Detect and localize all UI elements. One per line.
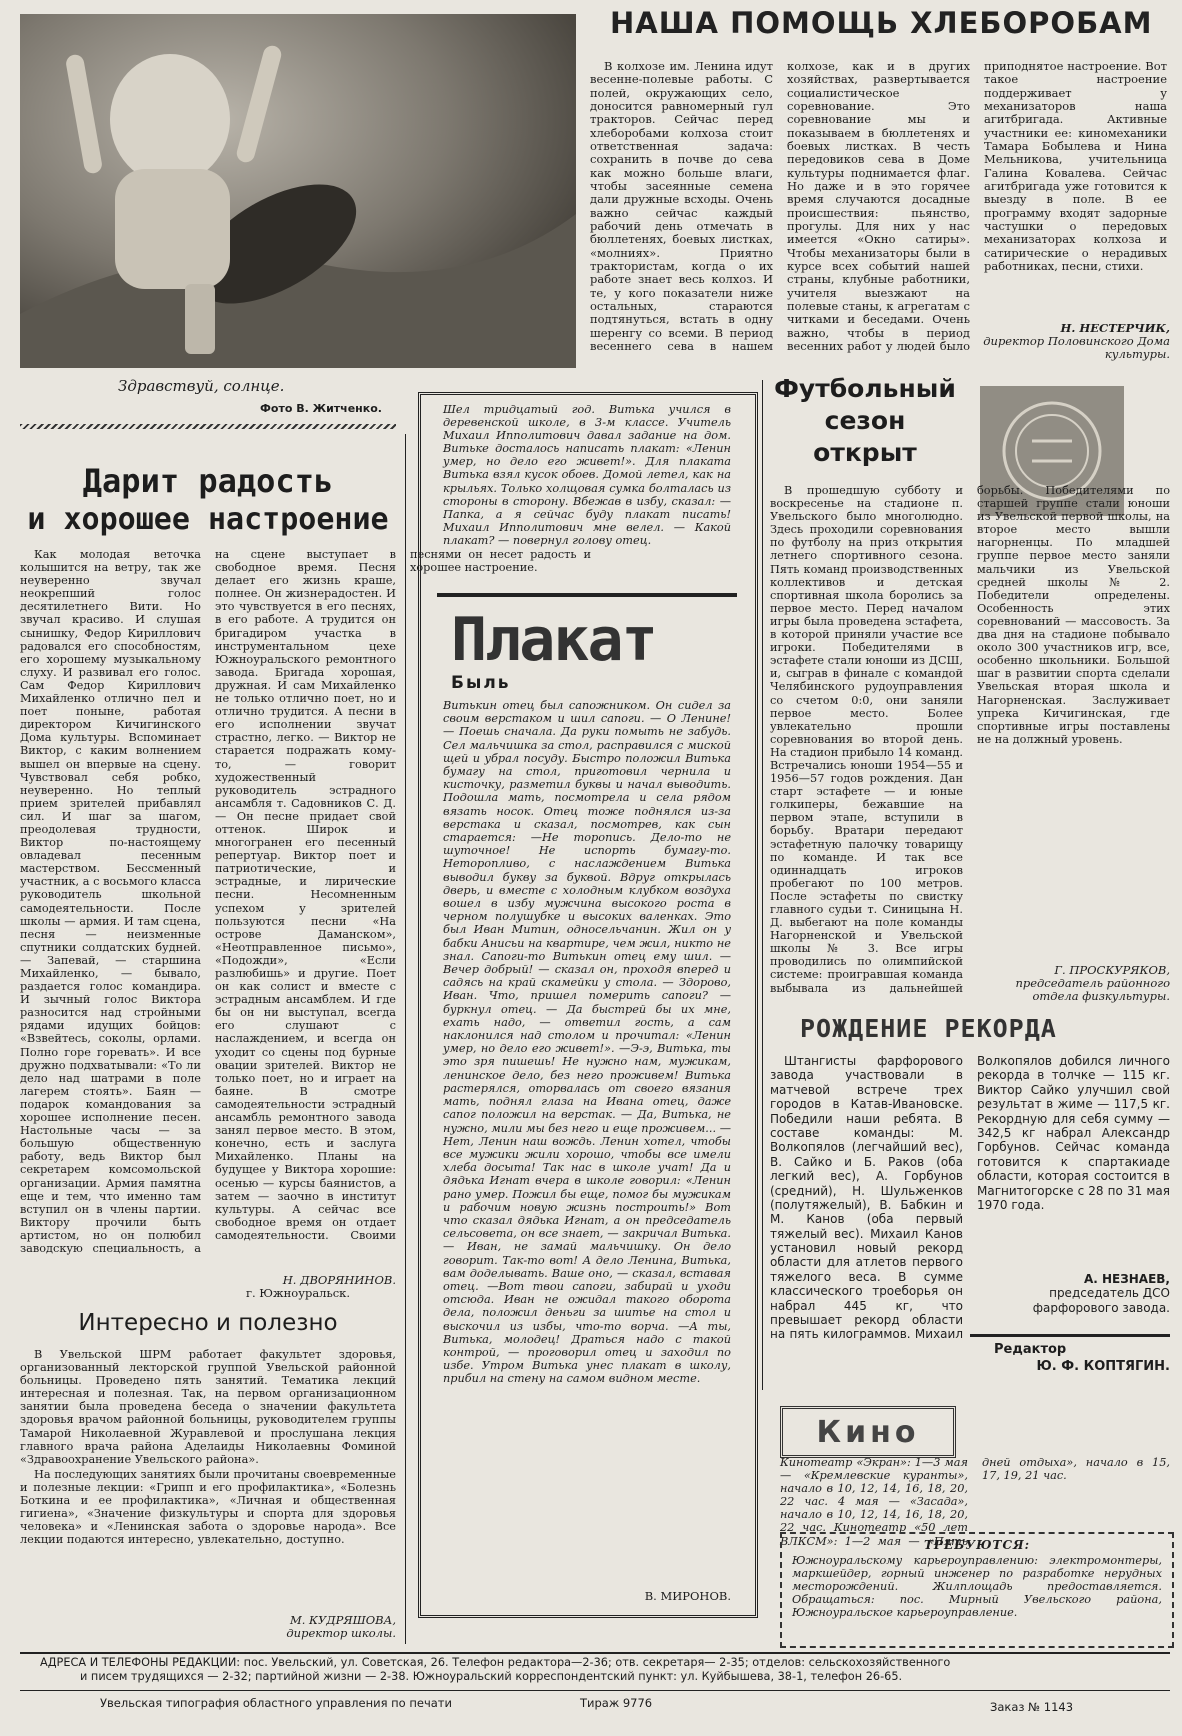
footer-rule bbox=[20, 1652, 1170, 1654]
football-title-3: открыт bbox=[813, 438, 917, 467]
interesting-text-2: На последующих занятиях были прочитаны своевременные и полезные лекции: «Грипп и его профилактика», «Болезнь Боткина и ее профилактика», «Личная и общественная гигиена», «Значение физкультуры и спорта для здоровья человека» и «Ленинская забота о здоровье народа». Все лекции подаются интересно, увлекательно, доступно. bbox=[20, 1467, 396, 1547]
poster-intro: Шел тридцатый год. Витька учился в деревенской школе, в 3-м классе. Учитель Михаил Ипполитович давал задание на дом. Витьке досталось написать плакат: «Ленин умер, но дело его живет!». Для плаката Витька взял кусок обоев. Домой летел, как на крыльях. Только холщовая сумка болталась из стороны в сторону. Вбежав в избу, сказал: —Папка, а я сейчас буду плакат писать! Михаил Ипполитович мне велел. — Какой плакат? — повернул голову отец. bbox=[443, 403, 731, 547]
help-title: НАША ПОМОЩЬ ХЛЕБОРОБАМ bbox=[610, 6, 1153, 40]
joy-title-1: Дарит радость bbox=[82, 462, 334, 500]
editor-name: Ю. Ф. КОПТЯГИН. bbox=[1036, 1358, 1170, 1374]
footer-rule-2 bbox=[20, 1690, 1170, 1691]
record-author: А. НЕЗНАЕВ, bbox=[1083, 1272, 1170, 1286]
football-title-2: сезон bbox=[824, 406, 906, 435]
separator-wavy-left bbox=[20, 424, 396, 429]
footer-address bbox=[40, 1656, 1170, 1683]
record-signature bbox=[970, 1272, 1170, 1315]
joy-text: Как молодая веточка колышится на ветру, так же неуверенно звучал неокрепший голос десятилетнего Вити. Но звучал красиво. И слушая сынишку, Федор Кириллович радовался его способностям, его хорошему музыкальному слуху. И развивал его голос. Сам Федор Кириллович Михайленко отлично пел и поет поныне, работая директором Кичигинского Дома культуры. Вспоминает Виктор, с каким волнением вышел он впервые на сцену. Чувствовал себя робко, неуверенно. Но теплый прием зрителей прибавлял сил. И шаг за шагом, преодолевая трудности, Виктор по-настоящему овладевал песенным мастерством. Бессменный участник, а с восьмого класса руководитель школьной самодеятельности. После школы — армия. И там сцена, песня — неизменные спутники солдатских будней. — Запевай, — старшина Михайленко, — бывало, раздается голос командира. И зычный голос Виктора разносится над стройными рядами идущих бойцов: «Взвейтесь, соколы, орлами. Полно горе горевать». И все дружно подхватывали: «То ли дело над шатрами в поле лагерем стоять». Баян — подарок командования за хорошее исполнение песен. Настольные часы — за большую общественную работу, ведь Виктор был секретарем комсомольской организации. Армия памятна еще и тем, что именно там вступил он в члены партии. Виктору прочили быть артистом, но он полюбил заводскую специальность, а на сцене выступает в свободное время. Песня делает его жизнь краше, полнее. Он жизнерадостен. И это чувствуется в его песнях, в его работе. А трудится он бригадиром участка в инструментальном цехе Южноуральского ремонтного завода. Бригада хорошая, дружная. И сам Михайленко не только отлично поет, но и отлично трудится. А песни в его исполнении звучат страстно, легко. — Виктор не старается подражать кому-то, — говорит художественный руководитель эстрадного ансамбля т. Садовников С. Д. — Он песне придает свой оттенок. Широк и многогранен его песенный репертуар. Виктор поет и патриотические, и эстрадные, и лирические песни. Несомненным успехом у зрителей пользуются песни «На острове Даманском», «Неотправленное письмо», «Подожди», «Если разлюбишь» и другие. Поет он как солист и вместе с эстрадным ансамблем. И где бы он ни выступал, всегда его слушают с наслаждением, и всегда он уходит со сцены под бурные овации зрителей. Виктор не только поет, но и играет на баяне. В смотре самодеятельности эстрадный ансамбль ремонтного завода занял первое место. В этом, конечно, есть и заслуга Михайленко. Планы на будущее у Виктора хорошие: осенью — курсы баянистов, а затем — заочно в институт культуры. А сейчас все свободное время он отдает самодеятельности. Своими песнями он несет радость и хорошее настроение. bbox=[20, 548, 591, 1255]
wanted-title: ТРЕБУЮТСЯ: bbox=[923, 1538, 1031, 1552]
photo-caption: Здравствуй, солнце. bbox=[118, 377, 285, 395]
editor-label: Редактор bbox=[994, 1342, 1067, 1357]
wanted-text: Южноуральскому карьероуправлению: электромонтеры, маркшейдер, горный инженер по разработке нерудных месторождений. Жилплощадь предоставляется. Обращаться: пос. Мирный Увельского района, Южноуральское карьероуправление. bbox=[792, 1554, 1162, 1620]
poster-author: В. МИРОНОВ. bbox=[644, 1589, 731, 1603]
footer-line1: АДРЕСА И ТЕЛЕФОНЫ РЕДАКЦИИ: пос. Увельский, ул. Советская, 26. Телефон редактора—2-36; отв. секретаря— 2-35; отделов: сельскохозяйственного bbox=[40, 1656, 951, 1669]
joy-place: г. Южноуральск. bbox=[245, 1286, 351, 1301]
photo-credit: Фото В. Житченко. bbox=[260, 402, 382, 415]
footer-printer: Увельская типография областного управления по печати bbox=[100, 1696, 452, 1710]
poster-text: Витькин отец был сапожником. Он сидел за своим верстаком и шил сапоги. — О Ленине! — Поешь сначала. Да руки помыть не забудь. Сел мальчишка за стол, расправился с миской щей и убрал посуду. Быстро положил Витька бумагу на стол, приготовил чернила и кисточку, разметил буквы и начал выводить. Подошла мать, посмотрела и села рядом вязать носок. Отец тоже поднялся из-за верстака и сказал, посмотрев, как сын старается: —Не торопись. Дело-то не шуточное! Не испорть бумагу-то. Неторопливо, с наслаждением Витька выводил букву за буквой. Вдруг открылась дверь, и вместе с холодным клубком воздуха вошел в избу мужчина высокого роста в черном полушубке и высоких валенках. Это был Иван Митин, односельчанин. Жил он у бабки Анисьи на квартире, чем жил, никто не знал. Сапоги-то Витькин отец ему шил. — Вечер добрый! — сказал он, проходя вперед и садясь на край скамейки у стола. — Здорово, Иван. Что, пришел померить сапоги? — буркнул отец. — Да быстрей бы их мне, ехать надо, — ответил гость, а сам наклонился над столом и прочитал: «Ленин умер, но дело его живет!». —Э-э, Витька, ты это зря пишешь! Не нужно нам, мужикам, ленинское дело, без него проживем! Витька растерялся, оторвалась от своего вязания мать, поднял глаза на Ивана отец, даже сапог положил на верстак. — Да, Витька, не нужно, мили мы без него и еще проживем... — Нет, Ленин наш вождь. Ленин хотел, чтобы все мужики жили хорошо, чтобы все имели хлеба досыта! Так нас в школе учат! Да и дядька Игнат вчера в школе говорил: «Ленин рано умер. Пожил бы еще, помог бы мужикам и рабочим новую жизнь построить!» Вот что сказал дядька Игнат, а он председатель сельсовета, он все знает, — закричал Витька. — Иван, не замай мальчишку. Он дело говорит. Так-то вот! А дело Ленина, Витька, вам доделывать. Ваше оно, — сказал, вставая отец. —Вот твои сапоги, забирай и уходи отсюда. Иван не ожидал такого оборота дела, положил деньги за шитье на стол и выскочил из избы, что-то ворча. —А ты, Витька, молодец! Драться надо с такой контрой, — проговорил отец и заходил по избе. Утром Витька унес плакат в школу, прибил на стену на самом видном месте. bbox=[443, 699, 731, 1386]
record-text: Штангисты фарфорового завода участвовали в матчевой встрече трех городов в Катав-Ивановске. Победили наши ребята. В составе команды: М. Волкопялов (легчайший вес), В. Сайко и Б. Раков (оба легкий вес), А. Горбунов (средний), Н. Шульженков (полутяжелый), В. Бабкин и М. Канов (оба первый тяжелый вес). Михаил Канов установил новый рекорд области для атлетов первого тяжелого веса. В сумме классического троеборья он набрал 445 кг, что превышает рекорд области на пять килограммов. Михаил Волкопялов добился личного рекорда в толчке — 115 кг. Виктор Сайко улучшил свой результат в жиме — 117,5 кг. Рекордную для себя сумму — 342,5 кг набрал Александр Горбунов. Сейчас команда готовится к спартакиаде области, которая состоится в Магнитогорске с 28 по 31 мая 1970 года. bbox=[770, 1054, 1170, 1342]
help-signature bbox=[970, 322, 1170, 362]
kino-logo bbox=[780, 1406, 956, 1458]
poster-subtitle: Быль bbox=[451, 673, 511, 693]
interesting-signature bbox=[200, 1614, 396, 1640]
poster-title: Плакат bbox=[451, 605, 656, 675]
interesting-text-1: В Увельской ШРМ работает факультет здоровья, организованный лекторской группой Увельской районной больницы. Проведено пять занятий. Тематика лекций интересная и полезная. Так, на первом организационном занятии была проведена беседа о значении факультета здоровья врачом районной больницы, руководителем группы Тамарой Николаевной Журавлевой и прослушана лекция главного врача района Аделаиды Николаевны Фоминой «Здравоохранение Увельского района». bbox=[20, 1348, 396, 1466]
football-title-1: Футбольный bbox=[774, 374, 956, 403]
help-text-col3-filler bbox=[980, 60, 1170, 73]
help-text: В колхозе им. Ленина идут весенне-полевые работы. С полей, окружающих село, доносится равномерный гул тракторов. Сейчас перед хлеборобами колхоза стоит ответственная задача: сохранить в почве до сева как можно больше влаги, чтобы засеянные семена дали дружные всходы. Очень важно сейчас каждый рабочий день отмечать в бюллетенях, боевых листках, «молниях». Приятно трактористам, когда о их работе знает весь колхоз. И те, у кого показатели ниже остальных, стараются подтянуться, встать в одну шеренгу со всеми. В период весеннего сева в нашем колхозе, как и в других хозяйствах, развертывается социалистическое соревнование. Это соревнование мы и показываем в бюллетенях и боевых листках. В честь передовиков сева в Доме культуры поднимается флаг. Но даже и в это горячее время случаются досадные происшествия: пьянство, прогулы. Для них у нас имеется «Окно сатиры». Чтобы механизаторы были в курсе всех событий нашей страны, клубные работники, учителя выезжают на полевые станы, к агрегатам с читками и беседами. Очень важно, чтобы в период весенних работ у людей было приподнятое настроение. Вот такое настроение поддерживает у механизаторов наша агитбригада. Активные участники ее: киномеханики Тамара Бобылева и Нина Мельникова, учительница Галина Ковалева. Сейчас агитбригада уже готовится к выезду в поле. В ее программу входят задорные частушки о передовых механизаторах колхоза и сатирические о нерадивых работниках, песни, стихи. bbox=[590, 59, 1167, 353]
interesting-position: директор школы. bbox=[286, 1626, 396, 1641]
footer-circulation: Тираж 9776 bbox=[580, 1696, 653, 1710]
football-author: Г. ПРОСКУРЯКОВ, bbox=[1054, 963, 1170, 977]
footer-line2: и писем трудящихся — 2-32; партийной жизни — 2-38. Южноуральский корреспондентский пункт: ул. Куйбышева, 38-1, телефон 26-65. bbox=[80, 1669, 903, 1683]
football-signature bbox=[970, 964, 1170, 1004]
interesting-title: Интересно и полезно bbox=[78, 1310, 338, 1336]
column-rule-2 bbox=[762, 380, 763, 1390]
photo-child-sunshine bbox=[20, 14, 576, 368]
record-title: РОЖДЕНИЕ РЕКОРДА bbox=[800, 1014, 1057, 1043]
column-rule-1 bbox=[405, 434, 406, 1644]
wanted-box bbox=[780, 1532, 1174, 1648]
football-article bbox=[770, 484, 1170, 998]
footer-order: Заказ № 1143 bbox=[990, 1700, 1074, 1714]
joy-title-2: и хорошее настроение bbox=[27, 502, 389, 537]
poster-rule bbox=[437, 593, 737, 597]
editor-rule bbox=[970, 1334, 1170, 1337]
photo-image bbox=[20, 14, 576, 368]
help-author: Н. НЕСТЕРЧИК, bbox=[1060, 321, 1170, 335]
joy-author: Н. ДВОРЯНИНОВ. bbox=[282, 1273, 396, 1287]
kino-text: Кинотеатр «Экран»: 1—3 мая — «Кремлевские куранты», начало в 10, 12, 14, 16, 18, 20, 22 час. 4 мая — «Засада», начало в 10, 12, 14, 16, 18, 20, 22 час. Кинотеатр «50 лет ВЛКСМ»: 1—2 мая — «Пять дней отдыха», начало в 15, 17, 19, 21 час. bbox=[780, 1456, 1170, 1548]
record-position: председатель ДСО фарфорового завода. bbox=[1032, 1286, 1170, 1315]
editor-block bbox=[970, 1342, 1170, 1376]
interesting-author: М. КУДРЯШОВА, bbox=[289, 1613, 396, 1627]
interesting-article bbox=[20, 1348, 396, 1600]
help-position: директор Половинского Дома культуры. bbox=[983, 334, 1170, 362]
football-text: В прошедшую субботу и воскресенье на стадионе п. Увельского было многолюдно. Здесь проходили соревнования по футболу на приз открытия летнего спортивного сезона. Пять команд производственных коллективов и детская спортивная школа боролись за первое место. Перед началом игры была проведена эстафета, в которой приняли участие все игроки. Победителями в эстафете стали юноши из ДСШ, и, сыграв в финале с командой Челябинского рудоуправления со счетом 0:0, они заняли первое место. Более увлекательно прошли соревнования во второй день. На стадион прибыло 14 команд. Встречались юноши 1954—55 и 1956—57 годов рождения. Дан старт эстафете — и юные голкиперы, бежавшие на первом этапе, вступили в борьбу. Вратари передают эстафетную палочку товарищу по команде. И так все одиннадцать игроков пробегают по 100 метров. После эстафеты по свистку главного судьи т. Синицына Н. Д. выбегают на поле команды Нагорненской и Увельской школы № 3. Все игры проводились по олимпийской системе: проигравшая команда выбывала из дальнейшей борьбы. Победителями по старшей группе стали юноши из Увельской первой школы, на второе место вышли нагорненцы. По младшей группе первое место заняли мальчики из Увельской средней школы № 2. Победители определены. Особенность этих соревнований — массовость. За два дня на стадионе побывало около 300 участников игр, все, особенно школьники. Большой шаг в развитии спорта сделали Увельская вторая школа и Нагорненская. Заслуживает упрека Кичигинская, где спортивные игры поставлены не на должный уровень. bbox=[770, 484, 1170, 995]
kino-logo-text: Кино bbox=[816, 1414, 920, 1450]
poster-box bbox=[418, 392, 758, 1618]
football-position: председатель районного отдела физкультуры. bbox=[1015, 976, 1170, 1004]
help-article-col3 bbox=[980, 60, 1170, 328]
joy-signature bbox=[200, 1274, 396, 1300]
